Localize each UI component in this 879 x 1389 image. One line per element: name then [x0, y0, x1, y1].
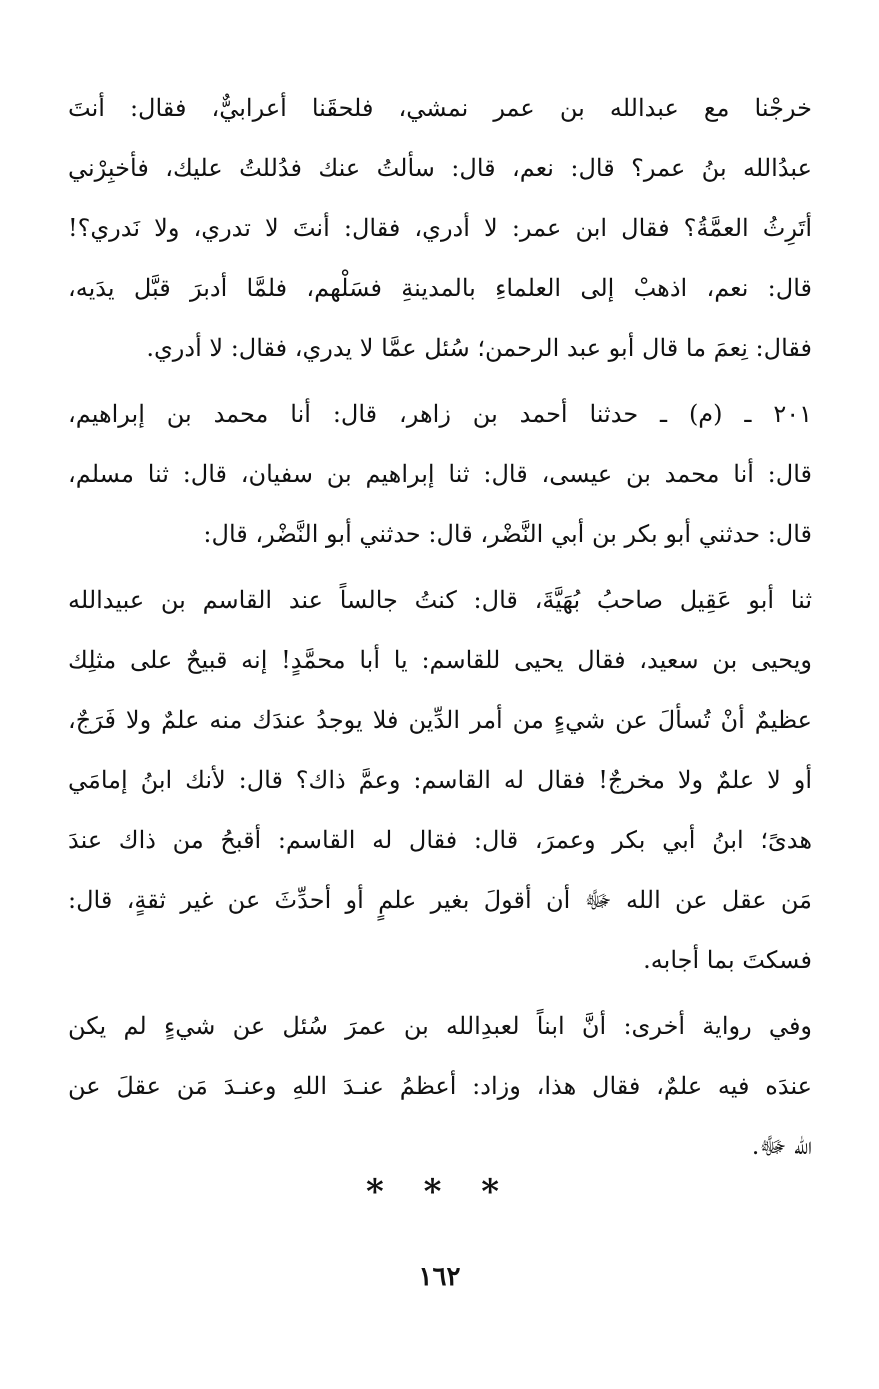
text-line: ويحيى بن سعيد، فقال يحيى للقاسم: يا أبا محمَّدٍ! إنه قبيحٌ على مثلِك: [68, 646, 812, 674]
text-line: قال: أنا محمد بن عيسى، قال: ثنا إبراهيم بن سفيان، قال: ثنا مسلم،: [68, 460, 812, 488]
text-line: خرجْنا مع عبدالله بن عمر نمشي، فلحقَنا أعرابيٌّ، فقال: أنتَ: [68, 94, 812, 122]
text-line: عبدُالله بنُ عمر؟ قال: نعم، قال: سألتُ عنك فدُللتُ عليك، فأخبِرْني: [68, 154, 812, 182]
text-line: مَن عقل عن الله ﷻ أن أقولَ بغير علمٍ أو أحدِّثَ عن غير ثقةٍ، قال:: [68, 886, 812, 914]
text-line: ٢٠١ ـ (م) ـ حدثنا أحمد بن زاهر، قال: أنا محمد بن إبراهيم،: [68, 400, 812, 428]
document-body: [68, 78, 812, 1176]
page-number: ١٦٢: [418, 1262, 461, 1292]
text-line: قال: حدثني أبو بكر بن أبي النَّضْر، قال: حدثني أبو النَّضْر، قال:: [203, 520, 812, 548]
text-line: هدىً؛ ابنُ أبي بكر وعمرَ، قال: فقال له القاسم: أقبحُ من ذاك عندَ: [68, 826, 812, 854]
text-line: فقال: نِعمَ ما قال أبو عبد الرحمن؛ سُئل عمَّا لا يدري، فقال: لا أدري.: [146, 334, 812, 362]
text-line: أتَرِثُ العمَّةُ؟ فقال ابن عمر: لا أدري، فقال: أنتَ لا تدري، ولا نَدري؟!: [68, 214, 812, 242]
paragraph-1: [68, 78, 812, 378]
paragraph-2: [68, 384, 812, 564]
text-line: عندَه فيه علمٌ، فقال هذا، وزاد: أعظمُ عنـدَ اللهِ وعنـدَ مَن عقلَ عن: [68, 1072, 812, 1100]
paragraph-4: [68, 996, 812, 1176]
text-line: قال: نعم، اذهبْ إلى العلماءِ بالمدينةِ فسَلْهم، فلمَّا أدبرَ قبَّل يدَيه،: [68, 274, 812, 302]
text-line: ثنا أبو عَقِيل صاحبُ بُهَيَّةَ، قال: كنتُ جالساً عند القاسم بن عبيدالله: [68, 586, 812, 614]
text-line: فسكتَ بما أجابه.: [643, 946, 812, 974]
text-line: عظيمٌ أنْ تُسألَ عن شيءٍ من أمر الدِّين فلا يوجدُ عندَك منه علمٌ ولا فَرَجٌ،: [68, 706, 812, 734]
text-line: أو لا علمٌ ولا مخرجٌ! فقال له القاسم: وعمَّ ذاك؟ قال: لأنك ابنُ إمامَي: [68, 766, 812, 794]
section-separator: * * *: [365, 1172, 513, 1212]
text-line: الله ﷻ.: [751, 1132, 812, 1160]
text-line: وفي رواية أخرى: أنَّ ابناً لعبدِالله بن عمرَ سُئل عن شيءٍ لم يكن: [68, 1012, 812, 1040]
paragraph-3: [68, 570, 812, 990]
